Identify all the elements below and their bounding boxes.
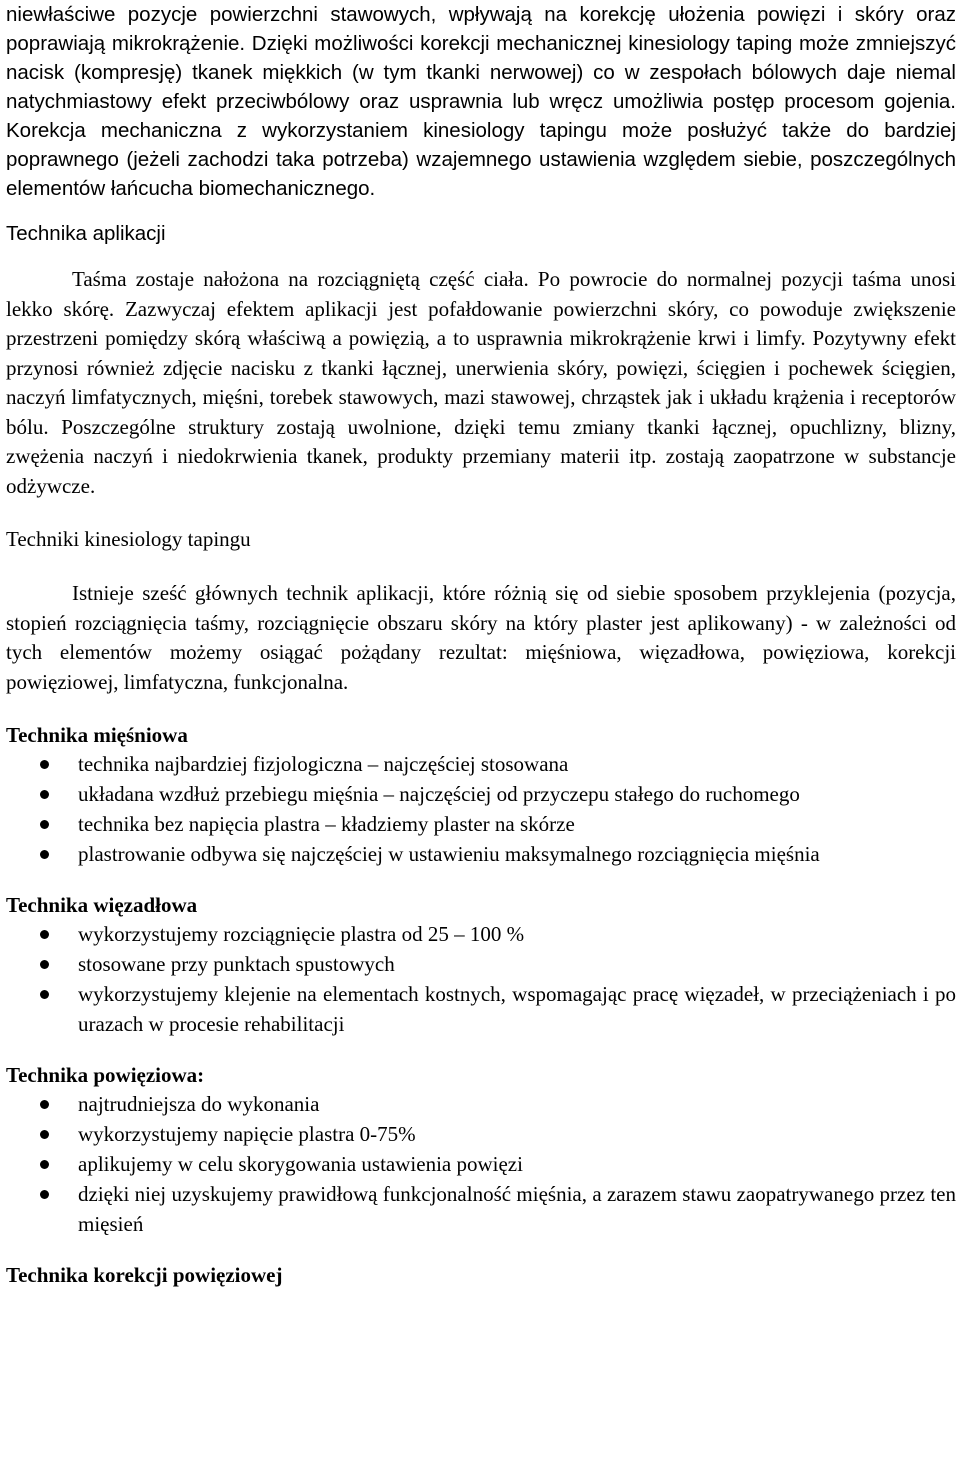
- list-item: technika bez napięcia plastra – kładziemy plaster na skórze: [6, 809, 956, 839]
- bullet-icon: [40, 1190, 49, 1199]
- muscle-technique-list: [6, 749, 956, 869]
- list-item: aplikujemy w celu skorygowania ustawienia powięzi: [6, 1149, 956, 1179]
- bullet-icon: [40, 960, 49, 969]
- document-page: [6, 0, 956, 1289]
- bullet-icon: [40, 790, 49, 799]
- techniques-paragraph: Istnieje sześć głównych technik aplikacji, które różnią się od siebie sposobem przyklejenia (pozycja, stopień rozciągnięcia taśmy, rozciągnięcie obszaru skóry na który plaster jest aplikowany) - w zależności od tych elementów możemy osiągać pożądany rezultat: mięśniowa, więzadłowa, powięziowa, korekcji powięziowej, limfatyczna, funkcjonalna.: [6, 581, 956, 694]
- list-item: technika najbardziej fizjologiczna – najczęściej stosowana: [6, 749, 956, 779]
- ligament-technique-list: [6, 919, 956, 1039]
- intro-section: [6, 0, 956, 203]
- bullet-icon: [40, 820, 49, 829]
- application-paragraph: Taśma zostaje nałożona na rozciągniętą część ciała. Po powrocie do normalnej pozycji taśma unosi lekko skórę. Zazwyczaj efektem aplikacji jest pofałdowanie powierzchni skóry, co powoduje zwiększenie przestrzeni pomiędzy skórą właściwą a powięzią, a to usprawnia mikrokrążenie krwi i limfy. Pozytywny efekt przynosi również zdjęcie nacisku z tkanki łącznej, unerwienia skóry, powięzi, ścięgien i pochewek ścięgien, naczyń limfatycznych, mięśni, torebek stawowych, mazi stawowej, chrząstek jak i układu krążenia i receptorów bólu. Poszczególne struktury zostają uwolnione, dzięki temu zmiany tkanki łącznej, opuchlizny, blizny, zwężenia naczyń i niedokrwienia tkanek, produkty przemiany materii itp. zostają zaopatrzone w substancje odżywcze.: [6, 267, 956, 498]
- fascia-technique-list: [6, 1089, 956, 1239]
- list-item: stosowane przy punktach spustowych: [6, 949, 956, 979]
- intro-paragraph: niewłaściwe pozycje powierzchni stawowych, wpływają na korekcję ułożenia powięzi i skóry oraz poprawiają mikrokrążenie. Dzięki możliwości korekcji mechanicznej kinesiology taping może zmniejszyć nacisk (kompresję) tkanek miękkich (w tym tkanki nerwowej) co w zespołach bólowych daje niemal natychmiastowy efekt przeciwbólowy oraz usprawnia lub wręcz umożliwia postęp procesom gojenia. Korekcja mechaniczna z wykorzystaniem kinesiology tapingu może posłużyć także do bardziej poprawnego (jeżeli zachodzi taka potrzeba) wzajemnego ustawienia względem siebie, poszczególnych elementów łańcucha biomechanicznego.: [6, 3, 956, 200]
- muscle-technique-heading: Technika mięśniowa: [6, 723, 188, 747]
- bullet-icon: [40, 850, 49, 859]
- list-item: wykorzystujemy rozciągnięcie plastra od 25 – 100 %: [6, 919, 956, 949]
- list-item: najtrudniejsza do wykonania: [6, 1089, 956, 1119]
- bullet-icon: [40, 1130, 49, 1139]
- ligament-technique-heading: Technika więzadłowa: [6, 893, 198, 917]
- fascia-technique-heading: Technika powięziowa:: [6, 1063, 205, 1087]
- bullet-icon: [40, 760, 49, 769]
- list-item: wykorzystujemy napięcie plastra 0-75%: [6, 1119, 956, 1149]
- techniques-heading: Techniki kinesiology tapingu: [6, 527, 251, 551]
- bullet-icon: [40, 990, 49, 999]
- list-item: dzięki niej uzyskujemy prawidłową funkcjonalność mięśnia, a zarazem stawu zaopatrywanego przez ten mięsień: [6, 1179, 956, 1239]
- list-item: plastrowanie odbywa się najczęściej w ustawieniu maksymalnego rozciągnięcia mięśnia: [6, 839, 956, 869]
- bullet-icon: [40, 1160, 49, 1169]
- bullet-icon: [40, 1100, 49, 1109]
- application-heading: Technika aplikacji: [6, 222, 166, 245]
- list-item: układana wzdłuż przebiegu mięśnia – najczęściej od przyczepu stałego do ruchomego: [6, 779, 956, 809]
- bullet-icon: [40, 930, 49, 939]
- list-item: wykorzystujemy klejenie na elementach kostnych, wspomagając pracę więzadeł, w przeciążeniach i po urazach w procesie rehabilitacji: [6, 979, 956, 1039]
- fascia-correction-heading: Technika korekcji powięziowej: [6, 1263, 283, 1287]
